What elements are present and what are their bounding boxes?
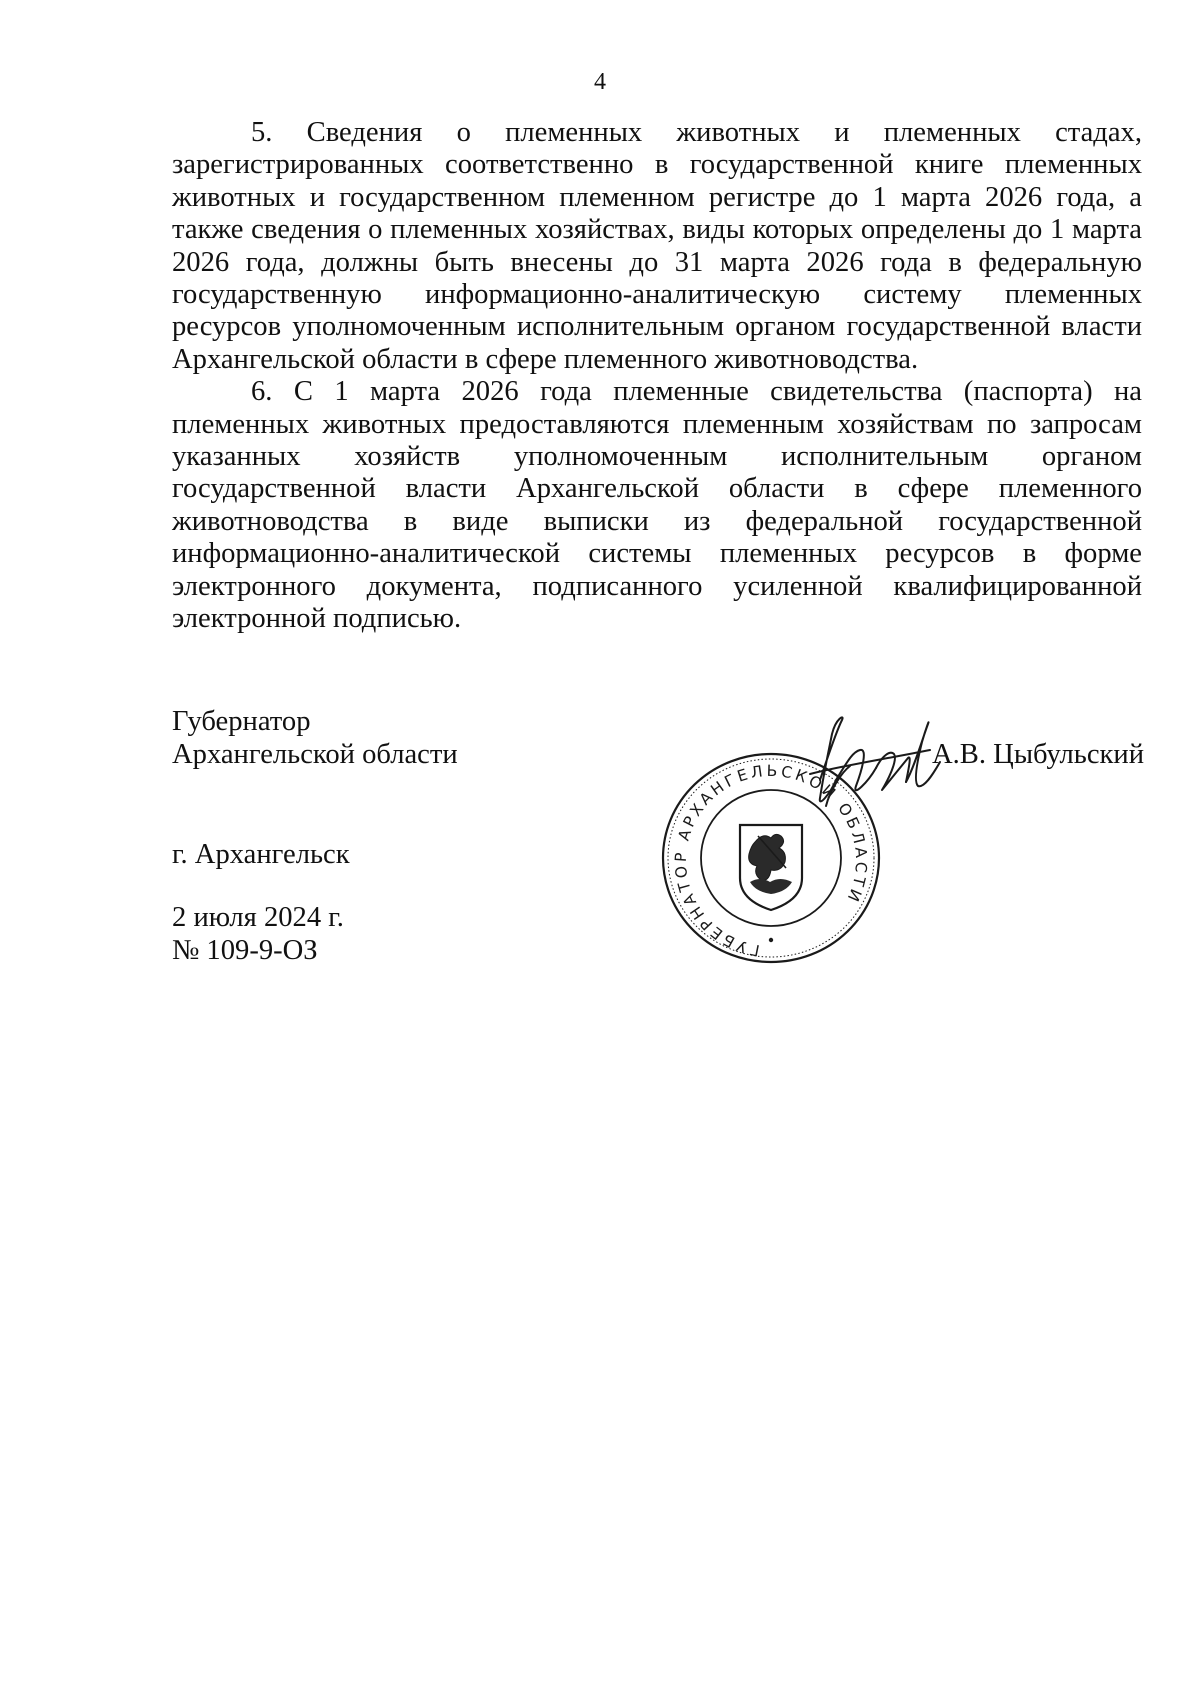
- city: г. Архангельск: [172, 839, 350, 870]
- paragraph-6: 6. С 1 марта 2026 года племенные свидетельства (паспорта) на племенных животных предоставляются племенным хозяйствам по запросам указанных хозяйств уполномоченным исполнительным органом государственной власти Архангельской области в сфере племенного животноводства в виде выписки из федеральной государственной информационно-аналитической системы племенных ресурсов в форме электронного документа, подписанного усиленной квалифицированной электронной подписью.: [172, 376, 1142, 635]
- law-number: № 109-9-ОЗ: [172, 935, 318, 966]
- seal-text: ГУБЕРНАТОР АРХАНГЕЛЬСКОЙ ОБЛАСТИ: [671, 761, 871, 960]
- document-body: [172, 117, 1142, 636]
- paragraph-5: 5. Сведения о племенных животных и племенных стадах, зарегистрированных соответственно в государственной книге племенных животных и государственном племенном регистре до 1 марта 2026 года, а также сведения о племенных хозяйствах, виды которых определены до 1 марта 2026 года, должны быть внесены до 31 марта 2026 года в федеральную государственную информационно-аналитическую систему племенных ресурсов уполномоченным исполнительным органом государственной власти Архангельской области в сфере племенного животноводства.: [172, 117, 1142, 375]
- signatory-title-line1: Губернатор: [172, 706, 311, 737]
- document-date: 2 июля 2024 г.: [172, 902, 344, 933]
- signatory-title: [172, 705, 458, 771]
- page-number: 4: [594, 69, 606, 95]
- date-block: [172, 901, 344, 967]
- coat-of-arms-icon: [740, 825, 802, 910]
- signatory-title-line2: Архангельской области: [172, 739, 458, 770]
- signatory-name: А.В. Цыбульский: [932, 739, 1145, 770]
- handwritten-signature: [790, 710, 945, 820]
